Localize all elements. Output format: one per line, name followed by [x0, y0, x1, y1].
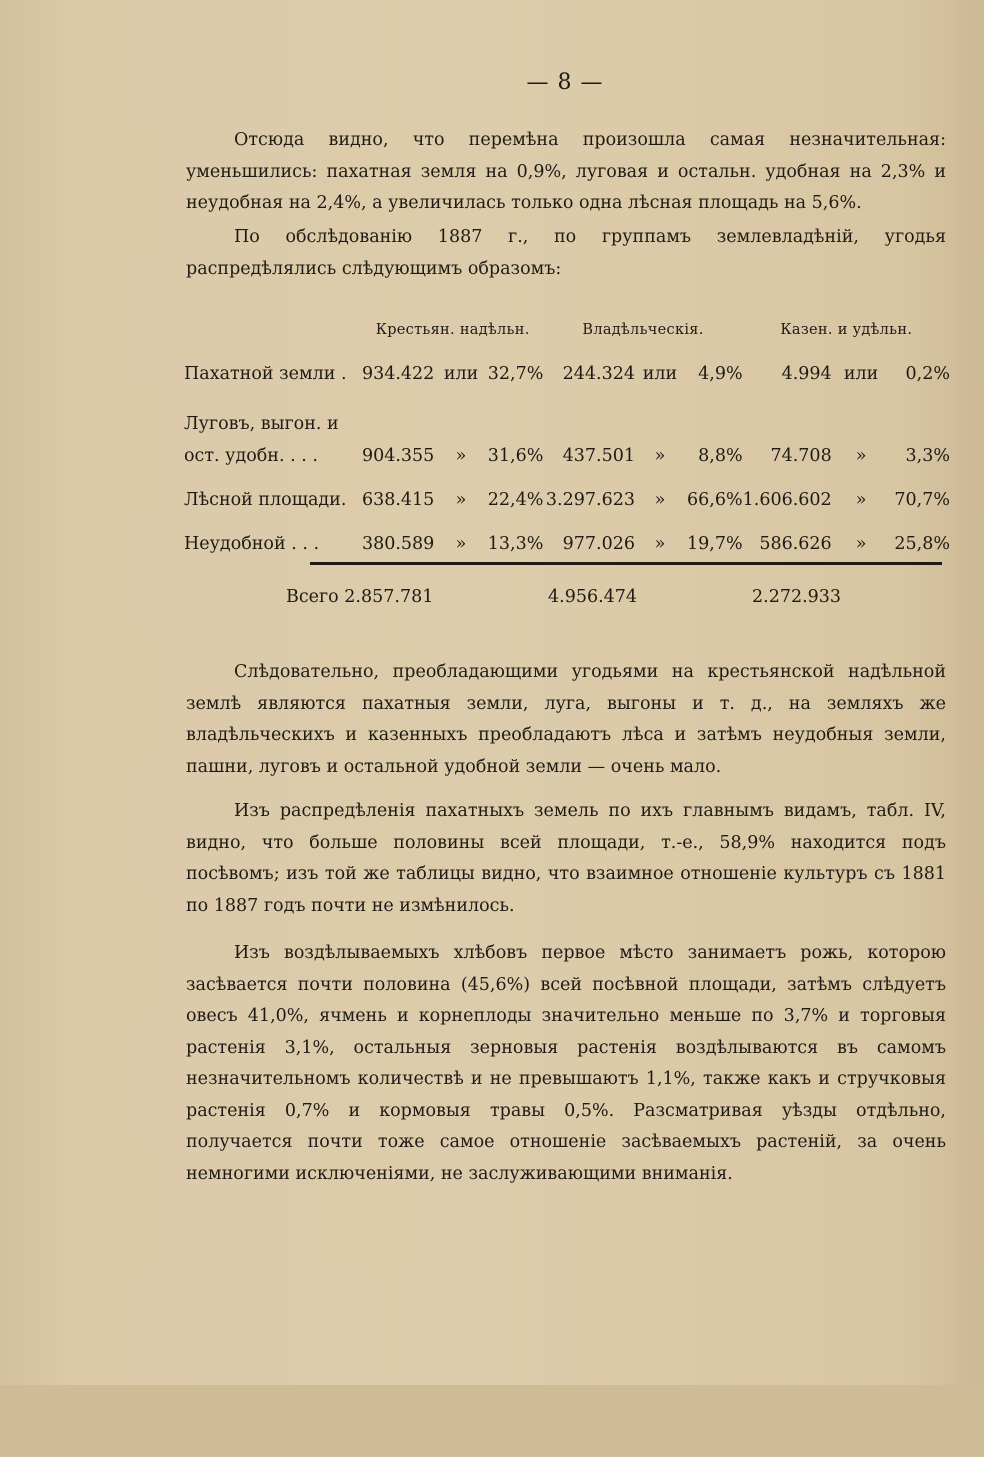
value-state: 586.626 — [759, 534, 832, 554]
percent-private: 4,9% — [698, 364, 743, 384]
value-peasant: 934.422 — [361, 364, 435, 384]
value-peasant: 380.589 — [361, 534, 435, 554]
row-label-continued: ост. удобн. . . . — [184, 446, 318, 466]
percent-private: 8,8% — [698, 446, 743, 466]
land-distribution-table — [184, 322, 950, 566]
connector: » — [654, 490, 666, 510]
percent-peasant: 22,4% — [487, 490, 544, 510]
connector: » — [855, 490, 867, 510]
paragraph-4 — [186, 796, 946, 922]
total-private: 4.956.474 — [548, 587, 638, 607]
paragraph-3-text: Слѣдовательно, преобладающими угодьями на крестьянской надѣльной землѣ являются пахатныя земли, луга, выгоны и т. д., на земляхъ же владѣльческихъ и казенныхъ преобладаютъ лѣса и затѣмъ неудобныя земли, пашни, луговъ и остальной удобной земли — очень мало. — [186, 662, 946, 777]
paragraph-2-text: По обслѣдованію 1887 г., по группамъ землевладѣній, угодья распредѣлялись слѣдующимъ образомъ: — [186, 227, 946, 279]
connector: » — [455, 446, 467, 466]
value-state: 4.994 — [781, 364, 832, 384]
value-peasant: 904.355 — [361, 446, 435, 466]
connector: » — [855, 534, 867, 554]
total-state: 2.272.933 — [752, 587, 842, 607]
percent-state: 70,7% — [894, 490, 950, 510]
row-label: Лѣсной площади. — [184, 490, 347, 510]
table-row — [184, 352, 950, 396]
value-private: 244.324 — [562, 364, 635, 384]
paragraph-2 — [186, 222, 946, 285]
connector: » — [654, 446, 666, 466]
percent-private: 66,6% — [687, 490, 743, 510]
percent-state: 0,2% — [905, 364, 950, 384]
connector: или — [443, 364, 479, 384]
paragraph-5-text: Изъ воздѣлываемыхъ хлѣбовъ первое мѣсто занимаетъ рожь, которою засѣвается почти половина (45,6%) всей посѣвной площади, затѣмъ слѣдуетъ овесъ 41,0%, ячмень и корнеплоды значительно меньше по 3,7% и торговыя растенія 3,1%, остальныя зерновыя растенія воздѣлываются въ самомъ незначительномъ количествѣ и не превышаютъ 1,1%, также какъ и стручковыя растенія 0,7% и кормовыя травы 0,5%. Разсматривая уѣзды отдѣльно, получается почти тоже самое отношеніе засѣваемыхъ растеній, за очень немногими исключеніями, не заслуживающими вниманія. — [186, 943, 946, 1184]
percent-peasant: 31,6% — [487, 446, 544, 466]
row-label: Пахатной земли . — [184, 364, 347, 384]
percent-state: 3,3% — [905, 446, 950, 466]
percent-state: 25,8% — [894, 534, 950, 554]
paragraph-1 — [186, 125, 946, 220]
value-private: 3.297.623 — [545, 490, 635, 510]
header-private: Владѣльческія. — [582, 322, 704, 338]
connector: или — [642, 364, 678, 384]
page-number: — 8 — — [526, 70, 604, 95]
table-row — [184, 478, 950, 522]
paragraph-5 — [186, 938, 946, 1190]
percent-peasant: 32,7% — [487, 364, 544, 384]
value-state: 1.606.602 — [742, 490, 832, 510]
connector: » — [455, 490, 467, 510]
header-peasant: Крестьян. надѣльн. — [375, 322, 530, 338]
connector: » — [855, 446, 867, 466]
row-label: Неудобной . . . — [184, 534, 320, 554]
paragraph-4-text: Изъ распредѣленія пахатныхъ земель по ихъ главнымъ видамъ, табл. IV, видно, что больше половины всей площади, т.-е., 58,9% находится подъ посѣвомъ; изъ той же таблицы видно, что взаимное отношеніе культуръ съ 1881 по 1887 годъ почти не измѣнилось. — [186, 801, 946, 916]
percent-private: 19,7% — [687, 534, 743, 554]
table-total-rule — [310, 562, 942, 565]
paragraph-3 — [186, 657, 946, 783]
table-row — [184, 396, 950, 434]
value-state: 74.708 — [770, 446, 832, 466]
value-private: 437.501 — [562, 446, 635, 466]
row-label: Луговъ, выгон. и — [184, 414, 339, 434]
percent-peasant: 13,3% — [487, 534, 544, 554]
connector: » — [455, 534, 467, 554]
page-bottom-shade — [0, 1385, 984, 1457]
paragraph-1-text: Отсюда видно, что перемѣна произошла самая незначительная: уменьшились: пахатная земля на 0,9%, луговая и остальн. удобная на 2,3% и неудобная на 2,4%, а увеличилась только одна лѣсная площадь на 5,6%. — [186, 130, 946, 213]
row-continuation-empty — [362, 396, 950, 434]
header-state: Казен. и удѣльн. — [780, 322, 913, 338]
header-empty — [184, 322, 362, 352]
connector: или — [843, 364, 879, 384]
table-row — [184, 522, 950, 566]
value-private: 977.026 — [562, 534, 635, 554]
connector: » — [654, 534, 666, 554]
table-header-row — [184, 322, 950, 352]
table-row — [184, 434, 950, 478]
value-peasant: 638.415 — [361, 490, 435, 510]
total-peasant: Всего 2.857.781 — [286, 587, 434, 607]
